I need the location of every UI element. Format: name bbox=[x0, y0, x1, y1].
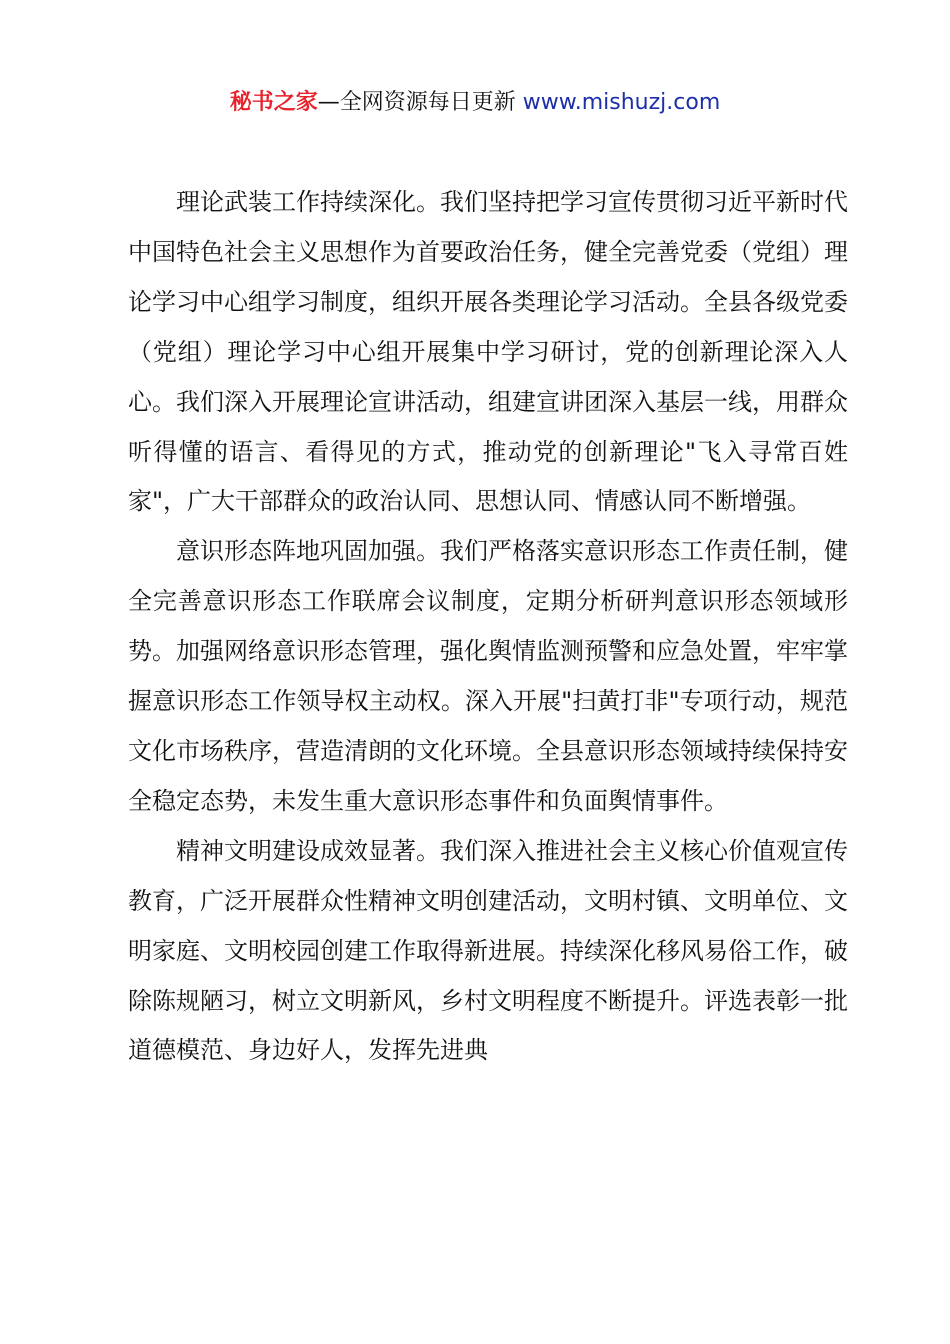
paragraph-civilization: 精神文明建设成效显著。我们深入推进社会主义核心价值观宣传教育，广泛开展群众性精神文明创建活动，文明村镇、文明单位、文明家庭、文明校园创建工作取得新进展。持续深化移风易俗工作，破除陈规陋习，树立文明新风，乡村文明程度不断提升。评选表彰一批道德模范、身边好人，发挥先进典 bbox=[128, 836, 848, 1065]
document-body bbox=[128, 178, 848, 1076]
site-brand: 秘书之家 bbox=[229, 90, 318, 115]
site-url-link[interactable]: www.mishuzj.com bbox=[522, 90, 721, 115]
page-header bbox=[0, 86, 950, 120]
paragraph-ideology: 意识形态阵地巩固加强。我们严格落实意识形态工作责任制，健全完善意识形态工作联席会议制度，定期分析研判意识形态领域形势。加强网络意识形态管理，强化舆情监测预警和应急处置，牢牢掌握意识形态工作领导权主动权。深入开展"扫黄打非"专项行动，规范文化市场秩序，营造清朗的文化环境。全县意识形态领域持续保持安全稳定态势，未发生重大意识形态事件和负面舆情事件。 bbox=[128, 537, 848, 815]
site-tagline: —全网资源每日更新 bbox=[317, 90, 523, 115]
paragraph-theory: 理论武装工作持续深化。我们坚持把学习宣传贯彻习近平新时代中国特色社会主义思想作为首要政治任务，健全完善党委（党组）理论学习中心组学习制度，组织开展各类理论学习活动。全县各级党委（党组）理论学习中心组开展集中学习研讨，党的创新理论深入人心。我们深入开展理论宣讲活动，组建宣讲团深入基层一线，用群众听得懂的语言、看得见的方式，推动党的创新理论"飞入寻常百姓家"，广大干部群众的政治认同、思想认同、情感认同不断增强。 bbox=[128, 188, 848, 516]
